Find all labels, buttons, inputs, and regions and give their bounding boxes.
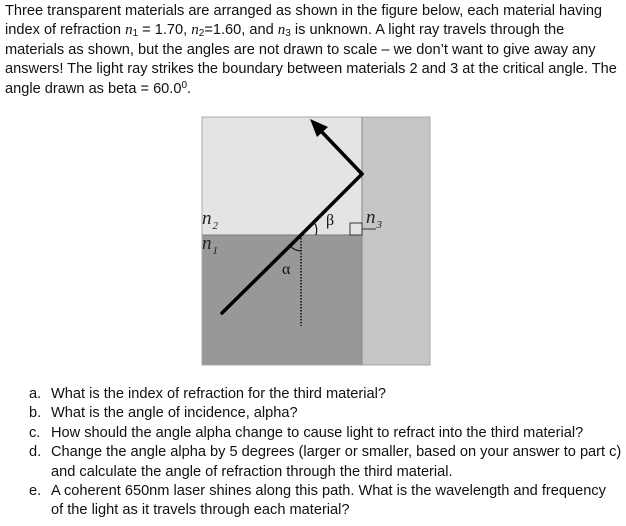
question-d <box>0 443 626 482</box>
n1-label: $n_1$ <box>202 233 218 257</box>
n2-label: $n_2$ <box>202 208 218 232</box>
refraction-diagram <box>196 114 436 368</box>
n2-symbol: n <box>191 22 199 39</box>
question-text: Change the angle alpha by 5 degrees (larger or smaller, based on your answer to part c) and calculate the angle of refraction through the third material. <box>51 444 622 480</box>
problem-statement <box>5 2 621 99</box>
intro-end: . <box>187 80 192 97</box>
beta-label: β <box>326 212 335 229</box>
question-text: A coherent 650nm laser shines along this path. What is the wavelength and frequency of the light as it travels through each material? <box>51 483 606 519</box>
question-text: What is the angle of incidence, alpha? <box>51 405 298 422</box>
n3-symbol: n <box>277 22 286 39</box>
question-text: What is the index of refraction for the third material? <box>51 386 387 402</box>
question-e <box>0 482 626 521</box>
alpha-label: α <box>282 261 291 278</box>
question-a <box>0 385 626 404</box>
intro-text-1: Three transparent materials are arranged as shown in the figure below, each material having index of refraction <box>5 3 603 39</box>
question-label: a. <box>29 386 42 402</box>
n2-value: =1.60, and <box>204 22 278 39</box>
question-label: d. <box>29 444 42 461</box>
n3-label: $n_3$ <box>366 207 382 231</box>
n1-symbol: n <box>125 22 133 39</box>
question-c <box>0 424 626 443</box>
question-b <box>0 404 626 423</box>
material-2-region <box>202 117 362 235</box>
question-text: How should the angle alpha change to cause light to refract into the third material? <box>51 424 584 441</box>
n3-subscript: 3 <box>285 28 291 40</box>
intro-text-2: is unknown. A light ray travels through the materials as shown, but the angles are not drawn to scale – we don’t want to give away any answers! The light ray strikes the boundary between materials 2 and 3 at the critical angle. The angle drawn as beta = 60.0 <box>5 22 617 97</box>
n2-subscript: 2 <box>198 28 205 40</box>
question-label: e. <box>29 483 42 500</box>
question-label: c. <box>29 424 41 441</box>
n1-value: = 1.70, <box>138 22 192 39</box>
n1-subscript: 1 <box>132 28 139 40</box>
material-3-region <box>362 117 430 365</box>
question-list <box>0 385 626 521</box>
question-label: b. <box>29 405 42 422</box>
degree-mark: 0 <box>181 79 188 91</box>
